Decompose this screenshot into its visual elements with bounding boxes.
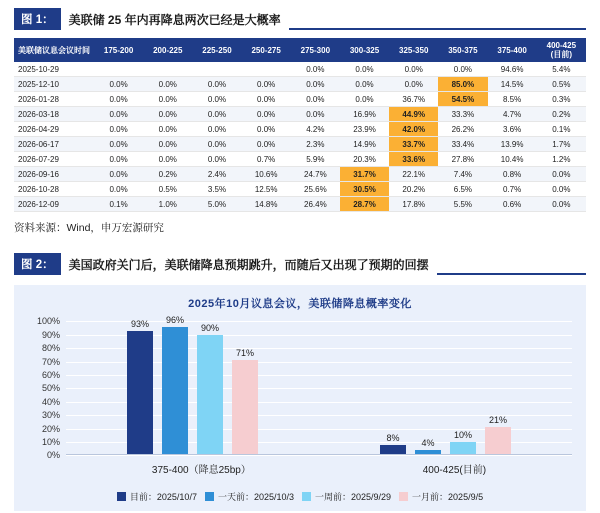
table-cell: 0.0% [242,92,291,107]
table-cell: 0.0% [389,77,438,92]
chart-legend-item[interactable] [302,490,391,503]
table-cell: 0.0% [389,62,438,77]
table-cell: 0.8% [488,167,537,182]
table-cell: 33.7% [389,137,438,152]
table-cell: 0.1% [537,122,586,137]
rate-cut-probability-chart [14,285,586,511]
chart-bar-value-label: 8% [386,432,400,443]
table-cell: 4.7% [488,107,537,122]
table-header-row [14,38,586,62]
table-col-header: 300-325 [340,38,389,62]
table-cell: 0.0% [192,137,241,152]
table-cell: 17.8% [389,197,438,212]
table-cell: 14.5% [488,77,537,92]
chart-legend-swatch [205,492,214,501]
chart-bar-holder [162,314,188,455]
table-cell: 8.5% [488,92,537,107]
chart-bar [127,331,153,456]
table-cell: 3.5% [192,182,241,197]
chart-x-axis-line [66,454,572,455]
table-col-header: 200-225 [143,38,192,62]
table-row [14,77,586,92]
chart-y-axis [14,316,66,461]
chart-y-tick-label: 30% [41,410,60,421]
table-cell: 23.9% [340,122,389,137]
table-cell: 0.0% [143,92,192,107]
chart-bar-value-label: 10% [453,429,473,440]
table-cell: 0.0% [94,122,143,137]
table-cell-date: 2026-06-17 [14,137,94,152]
table-cell [242,62,291,77]
table-row [14,152,586,167]
chart-legend-item[interactable] [399,490,483,503]
chart-y-tick-label: 60% [41,369,60,380]
chart-legend-swatch [399,492,408,501]
table-cell: 5.5% [438,197,487,212]
table-cell: 0.0% [94,182,143,197]
table-cell-date: 2026-10-28 [14,182,94,197]
table-cell: 0.0% [291,77,340,92]
table-cell: 1.7% [537,137,586,152]
table-cell: 0.0% [340,77,389,92]
table-cell: 22.1% [389,167,438,182]
table-cell: 10.6% [242,167,291,182]
chart-bar-value-label: 93% [130,318,150,329]
table-cell: 1.0% [143,197,192,212]
chart-legend-label: 一周前：2025/9/29 [315,492,392,503]
chart-bar [485,427,511,455]
table-cell: 0.0% [291,92,340,107]
table-cell: 14.9% [340,137,389,152]
table-row [14,122,586,137]
table-cell: 2.3% [291,137,340,152]
table-cell: 0.0% [143,137,192,152]
table-cell: 42.0% [389,122,438,137]
table-col-header: 400-425 (目前) [537,38,586,62]
table-col-header: 225-250 [192,38,241,62]
table-cell: 0.5% [143,182,192,197]
fed-probability-table [14,38,586,212]
table-cell: 0.0% [340,92,389,107]
table-cell: 0.0% [291,107,340,122]
table-cell: 36.7% [389,92,438,107]
chart-bar-value-label: 4% [421,438,435,449]
figure1-title: 美联储 25 年内再降息两次已经是大概率 [68,12,281,27]
table-col-header: 250-275 [242,38,291,62]
chart-legend-swatch [302,492,311,501]
chart-bar-value-label: 90% [200,322,220,333]
chart-bar-value-label: 71% [235,348,255,359]
table-cell: 28.7% [340,197,389,212]
table-cell: 33.4% [438,137,487,152]
table-cell: 10.4% [488,152,537,167]
table-cell: 0.0% [143,122,192,137]
chart-plot-area [66,314,572,455]
table-cell-date: 2025-12-10 [14,77,94,92]
table-cell [192,62,241,77]
table-cell: 0.0% [537,182,586,197]
table-cell: 31.7% [340,167,389,182]
figure2-title-rule [437,273,586,275]
chart-legend-item[interactable] [117,490,197,503]
table-cell: 0.2% [143,167,192,182]
table-cell: 0.0% [94,92,143,107]
chart-legend-swatch [117,492,126,501]
table-cell-date: 2026-01-28 [14,92,94,107]
table-row [14,137,586,152]
chart-legend-label: 一月前：2025/9/5 [412,492,484,503]
table-cell: 0.0% [340,62,389,77]
table-row [14,92,586,107]
table-col-header: 375-400 [488,38,537,62]
table-cell: 30.5% [340,182,389,197]
table-cell: 0.0% [94,107,143,122]
chart-x-tick-label: 400-425(目前) [422,465,487,477]
chart-bar-group [127,314,258,455]
chart-bar-value-label: 96% [165,314,185,325]
figure1-title-bar [14,8,586,30]
table-cell: 0.0% [242,107,291,122]
table-cell: 0.7% [242,152,291,167]
table-row [14,167,586,182]
table-cell: 33.3% [438,107,487,122]
chart-bar-holder [197,321,223,455]
chart-bars [66,314,572,455]
table-cell: 54.5% [438,92,487,107]
table-col-header: 350-375 [438,38,487,62]
table-cell: 4.2% [291,122,340,137]
table-cell: 3.6% [488,122,537,137]
table-row [14,107,586,122]
fed-probability-table-wrap [14,38,586,212]
table-cell: 25.6% [291,182,340,197]
chart-bar-holder [127,318,153,455]
table-cell: 7.4% [438,167,487,182]
chart-bar-holder [485,321,511,455]
chart-bar [162,327,188,456]
figure2-title-bar [14,253,586,275]
table-cell [143,62,192,77]
table-cell: 44.9% [389,107,438,122]
table-col-header: 325-350 [389,38,438,62]
table-cell: 27.8% [438,152,487,167]
table-cell: 26.4% [291,197,340,212]
table-cell: 0.0% [143,77,192,92]
table-cell-date: 2026-03-18 [14,107,94,122]
table-cell: 0.0% [192,122,241,137]
figure1-source: 资料来源：Wind，申万宏源研究 [14,222,164,235]
table-cell: 0.2% [537,107,586,122]
table-cell: 0.0% [143,107,192,122]
table-cell: 0.0% [242,137,291,152]
table-cell-date: 2026-12-09 [14,197,94,212]
table-cell: 0.0% [291,62,340,77]
table-cell: 0.0% [143,152,192,167]
table-col-header: 175-200 [94,38,143,62]
table-cell: 33.6% [389,152,438,167]
chart-x-tick-label: 375-400（降息25bp） [151,465,251,477]
chart-bar [232,360,258,455]
table-cell-date: 2026-04-29 [14,122,94,137]
table-row [14,62,586,77]
table-cell: 16.9% [340,107,389,122]
table-cell: 0.0% [192,152,241,167]
table-cell: 0.1% [94,197,143,212]
table-cell-date: 2026-09-16 [14,167,94,182]
chart-bar-holder [380,321,406,455]
figure1-title-rule [289,28,586,30]
table-cell: 0.6% [488,197,537,212]
table-cell-date: 2026-07-29 [14,152,94,167]
table-cell: 0.0% [537,197,586,212]
chart-y-tick-label: 0% [46,450,60,461]
table-cell: 0.7% [488,182,537,197]
table-col-header: 275-300 [291,38,340,62]
table-cell: 1.2% [537,152,586,167]
table-cell: 0.0% [192,107,241,122]
table-cell: 20.2% [389,182,438,197]
table-cell: 5.9% [291,152,340,167]
chart-bar-holder [450,321,476,455]
table-cell [94,62,143,77]
table-cell-date: 2025-10-29 [14,62,94,77]
table-col-header: 美联储议息会议时间 [14,38,94,62]
chart-y-tick-label: 100% [36,316,60,327]
table-cell: 13.9% [488,137,537,152]
table-cell: 6.5% [438,182,487,197]
table-cell: 20.3% [340,152,389,167]
table-cell: 0.0% [94,167,143,182]
chart-y-tick-label: 90% [41,329,60,340]
table-cell: 0.0% [242,77,291,92]
chart-y-tick-label: 50% [41,383,60,394]
table-cell: 2.4% [192,167,241,182]
table-cell: 85.0% [438,77,487,92]
table-cell: 0.0% [438,62,487,77]
chart-gridline [66,455,572,456]
table-cell: 0.3% [537,92,586,107]
chart-y-tick-label: 20% [41,423,60,434]
chart-legend-label: 一天前：2025/10/3 [217,492,294,503]
table-cell: 0.0% [242,122,291,137]
figure1-tag: 图 1： [14,8,61,30]
table-cell: 14.8% [242,197,291,212]
table-cell: 12.5% [242,182,291,197]
table-cell: 0.0% [537,167,586,182]
chart-x-labels [66,461,572,477]
table-cell: 5.0% [192,197,241,212]
chart-y-tick-label: 80% [41,343,60,354]
figure2-tag: 图 2： [14,253,61,275]
chart-y-tick-label: 10% [41,436,60,447]
chart-y-tick-label: 70% [41,356,60,367]
table-cell: 0.0% [94,152,143,167]
table-cell: 24.7% [291,167,340,182]
table-cell: 26.2% [438,122,487,137]
table-cell: 94.6% [488,62,537,77]
table-cell: 0.0% [192,77,241,92]
table-body [14,62,586,212]
chart-legend-item[interactable] [205,490,294,503]
chart-y-tick-label: 40% [41,396,60,407]
table-cell: 0.5% [537,77,586,92]
chart-bar-group [380,321,511,455]
table-row [14,197,586,212]
chart-legend [14,490,586,503]
table-cell: 0.0% [192,92,241,107]
table-cell: 0.0% [94,77,143,92]
chart-legend-label: 目前：2025/10/7 [129,492,197,503]
chart-bar-holder [415,321,441,455]
chart-title: 2025年10月议息会议，美联储降息概率变化 [188,298,412,311]
figure2-title: 美国政府关门后，美联储降息预期跳升，而随后又出现了预期的回摆 [68,257,429,272]
chart-bar [197,335,223,456]
chart-bar-holder [232,321,258,455]
table-cell: 0.0% [94,137,143,152]
chart-bar-value-label: 21% [488,415,508,426]
table-row [14,182,586,197]
table-cell: 5.4% [537,62,586,77]
chart-bar [450,442,476,455]
